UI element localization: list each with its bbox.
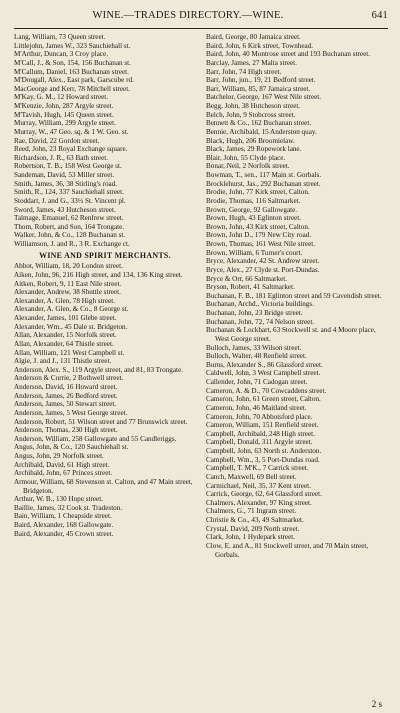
directory-entry: Anderson & Currie, 2 Bothwell street. (14, 374, 124, 383)
directory-entry: Christie & Co., 43, 49 Saltmarket. (206, 516, 304, 524)
directory-entry: Cameron, A. & D., 70 Cowcaddens street. (206, 386, 327, 395)
directory-entry: Sword, James, 43 Hutcheson street. (14, 205, 116, 214)
directory-entry: Barr, John, jun., 19, 21 Bedford street. (206, 76, 316, 85)
directory-entry: Cameron, John, 46 Maitland street. (206, 403, 307, 412)
signature-mark: 2 s (371, 699, 382, 709)
directory-entry: Bulloch, James, 33 Wilson street. (206, 343, 302, 352)
directory-entry: Barr, William, 85, 87 Jamaica street. (206, 84, 311, 93)
directory-entry: Reed, John, 23 Royal Exchange square. (14, 145, 128, 154)
directory-entry: Smith, R., 124, 337 Sauchiehall street. (14, 188, 124, 197)
directory-entry: M'Dougall, Alex., East park, Garscube rd. (14, 76, 134, 85)
directory-entry: Canch, Maxwell, 69 Bell street. (206, 472, 297, 481)
directory-entry: Angus, John, & Co., 120 Sauchiehall st. (14, 443, 129, 452)
running-header (14, 10, 388, 26)
directory-entry: Archibald, John, 67 Princes street. (14, 469, 113, 478)
directory-entry: Lang, William, 73 Queen street. (14, 33, 106, 41)
directory-entry: Anderson, James, 5 West George street. (14, 408, 128, 417)
directory-entry: Littlejohn, James W., 323 Sauchiehall st. (14, 41, 131, 50)
directory-entry: Carmichael, Neil, 35, 37 Kent street. (206, 481, 311, 490)
directory-entry: Barclay, James, 27 Malta street. (206, 58, 297, 67)
directory-entry: Carrick, George, 62, 64 Glassford street. (206, 490, 322, 499)
right-column (206, 33, 388, 559)
directory-entry: Baird, George, 80 Jamaica street. (206, 33, 301, 41)
directory-entry: Chalmers, Alexander, 97 King street. (206, 498, 312, 507)
directory-entry: Buchanan, F. B., 181 Eglinton street and 59 Cavendish street. (206, 291, 382, 300)
directory-entry: Black, Hugh, 206 Broomielaw. (206, 136, 295, 145)
directory-entry: Allan, William, 121 West Campbell st. (14, 348, 125, 357)
directory-entry: MacGeorge and Kerr, 78 Mitchell street. (14, 84, 130, 93)
directory-entry: Burns, Alexander S., 86 Glassford street. (206, 360, 323, 369)
directory-entry: Bonar, Neil, 2 Norfolk street. (206, 162, 290, 171)
directory-entry: Baird, Alexander, 45 Crown street. (14, 529, 114, 538)
directory-entry: Callender, John, 71 Cadogan street. (206, 378, 308, 386)
directory-entry: Rae, David, 22 Gordon street. (14, 136, 100, 145)
directory-entry: Alexander, A. Glen, 78 High street. (14, 296, 116, 305)
directory-entry: Chalmers, G., 71 Ingram street. (206, 507, 297, 516)
directory-entry: Begg, John, 38 Hutcheson street. (206, 102, 301, 110)
directory-entry: M'Kenzie, John, 287 Argyle street. (14, 102, 114, 110)
directory-entry: Brown, William, 6 Turner's court. (206, 248, 303, 257)
directory-entry: Brodie, John, 77 Kirk street, Calton. (206, 188, 310, 197)
directory-entry: Bennie, Archibald, 15 Anderston quay. (206, 127, 317, 136)
directory-entry: Alexander, James, 101 Glebe street. (14, 314, 117, 322)
directory-entry: Bulloch, Walter, 48 Renfield street. (206, 352, 307, 361)
directory-entry: Bryce & Orr, 66 Saltmarket. (206, 274, 288, 283)
directory-entry: Armour, William, 68 Stevenson st. Calton, and 47 Main street, Bridgeton. (14, 477, 193, 495)
directory-entry: Black, James, 29 Ropework lane. (206, 145, 302, 154)
directory-entry: Cameron, William, 151 Renfield street. (206, 421, 319, 430)
directory-entry: Bennett & Co., 162 Buchanan street. (206, 119, 312, 128)
directory-entry: Bryce, Alex., 27 Clyde st. Port-Dundas. (206, 265, 320, 274)
directory-entry: Robertson, T. B., 158 West George st. (14, 162, 122, 171)
directory-entry: Barr, John, 74 High street. (206, 67, 282, 76)
directory-entry: Caldwell, John, 3 West Campbell street. (206, 369, 321, 378)
directory-entry: Brown, Hugh, 43 Eglinton street. (206, 214, 302, 223)
directory-entry: Campbell, Archibald, 248 High street. (206, 429, 315, 438)
directory-entry: Anderson, Thomas, 230 High street. (14, 426, 118, 435)
directory-entry: Bryce, Alexander, 42 St. Andrew street. (206, 257, 320, 266)
directory-entry: M'Arthur, Duncan, 3 Croy place. (14, 50, 109, 59)
directory-entry: Allan, Alexander, 64 Thistle street. (14, 339, 114, 348)
directory-entry: Anderson, Robert, 51 Wilson street and 77 Brunswick street. (14, 417, 188, 426)
directory-entry: Walker, John, & Co., 128 Buchanan st. (14, 231, 126, 240)
directory-entry: Blair, John, 55 Clyde place. (206, 153, 286, 162)
directory-entry: Brown, George, 92 Gallowgate. (206, 205, 298, 214)
directory-entry: Clow, E. and A., 81 Stockwell street, and 70 Main street, Gorbals. (206, 541, 369, 559)
page-number: 641 (371, 10, 388, 21)
directory-entry: Bowman, T., sen., 117 Main st. Gorbals. (206, 171, 322, 179)
directory-entry: M'Tavish, Hugh, 145 Queen street. (14, 110, 114, 119)
directory-entry: Anderson, Alex. S., 119 Argyle street, and 81, 83 Trongate. (14, 365, 183, 374)
directory-entry: Baird, Alexander, 168 Gallowgate. (14, 521, 114, 529)
directory-entry: Murray, William, 299 Argyle street. (14, 119, 116, 128)
directory-entry: Alexander, Andrew, 38 Shuttle street. (14, 288, 121, 297)
directory-entry: Cameron, John, 70 Abbotsford place. (206, 412, 313, 421)
directory-entry: Clark, John, 1 Hydepark street. (206, 533, 296, 542)
directory-entry: Smith, James, 36, 38 Stirling's road. (14, 179, 118, 188)
directory-entry: Arthur, W. B., 130 Hope street. (14, 495, 103, 504)
directory-entry: Anderson, James, 50 Stewart street. (14, 400, 117, 409)
directory-entry: Alexander, A. Glen, & Co., 8 George st. (14, 305, 129, 314)
directory-entry: Brown, John D., 179 New City road. (206, 231, 312, 240)
directory-entry: Sandeman, David, 53 Miller street. (14, 171, 115, 179)
directory-entry: Archibald, David, 61 High street. (14, 460, 110, 469)
wine-merchants-list (14, 33, 196, 249)
directory-entry: Anderson, James, 26 Bedford street. (14, 391, 118, 400)
directory-entry: Crystal, David, 209 North street. (206, 524, 300, 533)
directory-entry: Anderson, David, 16 Howard street. (14, 383, 118, 391)
directory-entry: Bain, William, 1 Cheapside street. (14, 512, 112, 521)
directory-entry: M'Callum, Daniel, 163 Buchanan street. (14, 67, 129, 76)
header-title: WINE.—TRADES DIRECTORY.—WINE. (92, 10, 284, 21)
directory-entry: Buchanan, Archd., Victoria buildings. (206, 300, 314, 309)
directory-entry: Anderson, William, 258 Gallowgate and 55 Candleriggs. (14, 434, 177, 443)
directory-entry: Cameron, John, 61 Green street, Calton. (206, 395, 321, 404)
directory-entry: Aitken, Robert, 9, 11 East Nile street. (14, 279, 122, 288)
section-heading: WINE AND SPIRIT MERCHANTS. (39, 250, 171, 260)
directory-entry: Brodie, Thomas, 116 Saltmarket. (206, 196, 301, 205)
directory-entry: Allan, Alexander, 15 Norfolk street. (14, 331, 117, 340)
directory-entry: Abbot, William, 18, 20 London street. (14, 262, 123, 271)
directory-entry: Murray, W., 47 Geo. sq. & 1 W. Geo. st. (14, 127, 129, 136)
directory-entry: Richardson, J. R., 63 Bath street. (14, 153, 109, 162)
directory-entry: Baird, John, 6 Kirk street, Townhead. (206, 41, 314, 50)
directory-entry: Campbell, John, 63 North st. Anderston. (206, 447, 322, 455)
directory-entry: Baillie, James, 32 Cook st. Tradeston. (14, 503, 123, 512)
directory-entry: Thom, Robert, and Son, 164 Trongate. (14, 222, 125, 231)
directory-entry: Brocklehurst, Jas., 292 Buchanan street. (206, 179, 321, 188)
header-rule (14, 28, 388, 29)
directory-entry: Baird, John, 40 Montrose street and 193 Buchanan street. (206, 50, 371, 59)
directory-entry: Brown, Thomas, 161 West Nile street. (206, 240, 316, 248)
directory-entry: Campbell, Wm., 3, 5 Port-Dundas road. (206, 455, 320, 464)
directory-entry: Angus, John, 29 Norfolk street. (14, 452, 104, 460)
directory-entry: Alexander, Wm., 45 Dale st. Bridgeton. (14, 322, 128, 331)
directory-entry: Stoddart, J. and G., 33½ St. Vincent pl. (14, 196, 126, 205)
directory-entry: Campbell, Donald, 311 Argyle street. (206, 438, 313, 447)
directory-entry: Williamson, J. and R., 3 R. Exchange ct. (14, 240, 130, 248)
directory-entry: Campbell, T. M'K., 7 Carrick street. (206, 464, 309, 473)
directory-entry: M'Kay, G. M., 12 Howard street. (14, 93, 109, 102)
columns (14, 33, 388, 559)
directory-entry: Talmage, Emanuel, 62 Renfrew street. (14, 214, 124, 223)
directory-entry: Buchanan, John, 23 Bridge street. (206, 309, 303, 317)
wine-spirit-merchants-list (14, 262, 196, 538)
left-column (14, 33, 196, 559)
directory-entry: Buchanan & Lockhart, 63 Stockwell st. and 4 Moore place, West George street. (206, 326, 376, 343)
directory-entry: Algie, J. and J., 131 Thistle street. (14, 357, 112, 366)
directory-entry: Buchanan, John, 72, 74 Nelson street. (206, 317, 315, 326)
directory-entry: Batchelor, George, 167 West Nile street. (206, 93, 322, 102)
directory-entry: Bryson, Robert, 41 Saltmarket. (206, 283, 295, 292)
directory-entry: Belch, John, 9 Stobcross street. (206, 110, 296, 119)
directory-entry: M'Call, J., & Son, 154, 156 Buchanan st. (14, 58, 131, 67)
directory-entry: Brown, John, 43 Kirk street, Calton. (206, 222, 310, 231)
directory-entry: Aiken, John, 96, 216 High street, and 134, 136 King street. (14, 270, 183, 279)
